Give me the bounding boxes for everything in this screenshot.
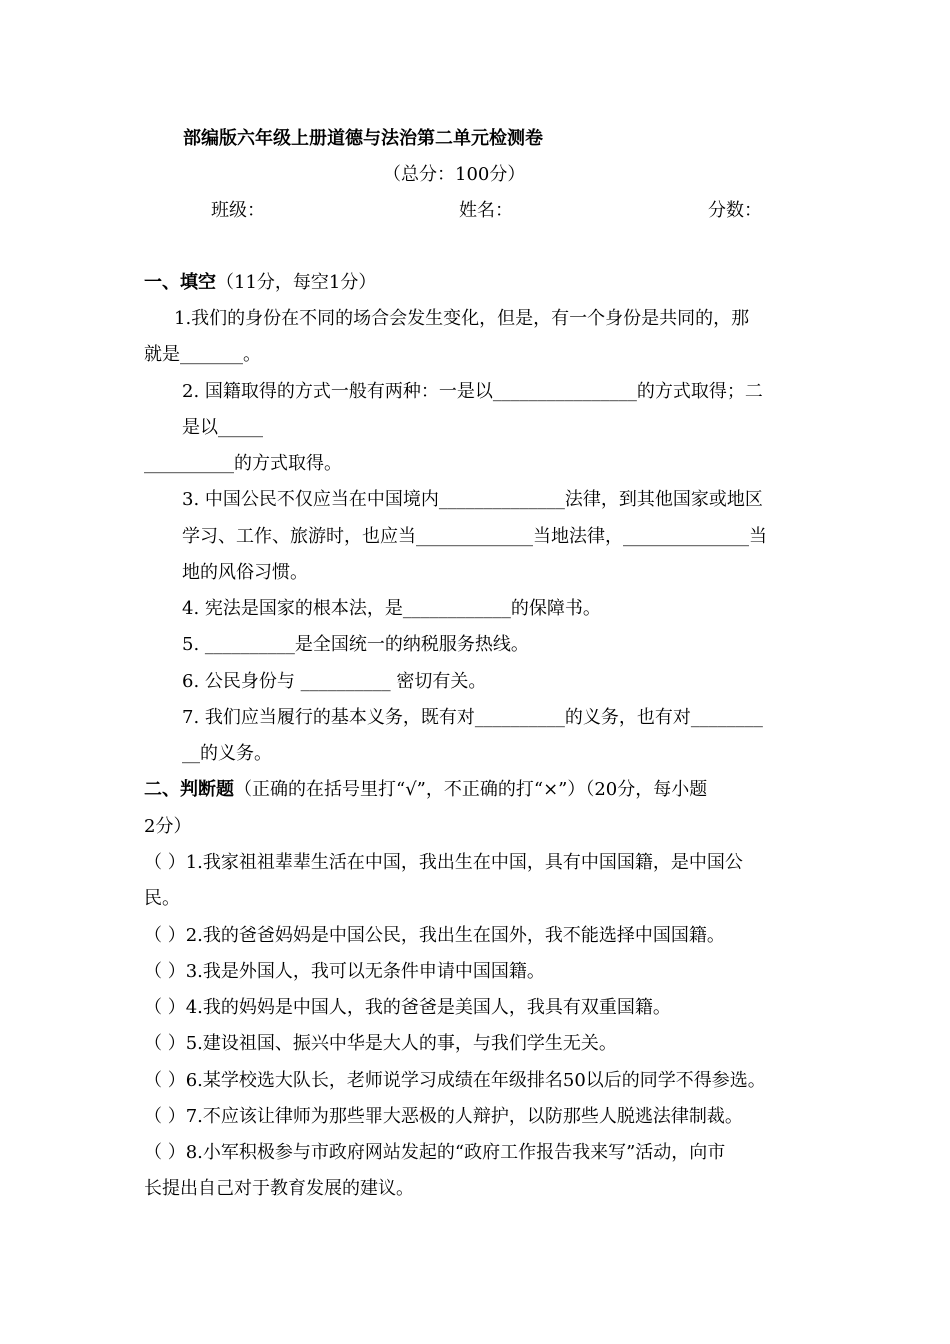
section2-note-line2: 2分） <box>144 816 192 837</box>
score-label: 分数： <box>708 200 762 221</box>
q2-line1: 2. 国籍取得的方式一般有两种：一是以________________的方式取得；二 <box>182 381 763 402</box>
section1-note: （11分，每空1分） <box>216 272 377 293</box>
q1-line1: 1.我们的身份在不同的场合会发生变化，但是，有一个身份是共同的，那 <box>174 308 750 329</box>
judgment-item: 长提出自己对于教育发展的建议。 <box>144 1178 414 1199</box>
judgment-item: （ ）3.我是外国人，我可以无条件申请中国国籍。 <box>144 961 545 982</box>
section2-note: （正确的在括号里打“√”，不正确的打“×”）（20分，每小题 <box>234 779 708 800</box>
q1-line2: 就是_______。 <box>144 344 261 365</box>
judgment-item: （ ）2.我的爸爸妈妈是中国公民，我出生在国外，我不能选择中国国籍。 <box>144 925 725 946</box>
section1-heading: 一、填空 <box>144 272 216 293</box>
q3-line1: 3. 中国公民不仅应当在中国境内______________法律，到其他国家或地区 <box>182 489 763 510</box>
section2-header <box>144 778 707 802</box>
q3-line3: 地的风俗习惯。 <box>182 562 308 583</box>
judgment-item: （ ）7.不应该让律师为那些罪大恶极的人辩护，以防那些人脱逃法律制裁。 <box>144 1106 743 1127</box>
class-label: 班级： <box>211 200 265 221</box>
section1-header <box>144 271 376 295</box>
judgment-item: （ ）5.建设祖国、振兴中华是大人的事，与我们学生无关。 <box>144 1033 617 1054</box>
judgment-item: （ ）1.我家祖祖辈辈生活在中国，我出生在中国，具有中国国籍，是中国公 <box>144 852 743 873</box>
section2-heading: 二、判断题 <box>144 779 234 800</box>
q5: 5. __________是全国统一的纳税服务热线。 <box>182 634 529 655</box>
judgment-item: （ ）8.小军积极参与市政府网站发起的“政府工作报告我来写”活动，向市 <box>144 1142 726 1163</box>
q6: 6. 公民身份与 __________ 密切有关。 <box>182 671 487 692</box>
exam-title: 部编版六年级上册道德与法治第二单元检测卷 <box>183 128 543 149</box>
judgment-item: （ ）4.我的妈妈是中国人，我的爸爸是美国人，我具有双重国籍。 <box>144 997 671 1018</box>
q4: 4. 宪法是国家的根本法，是____________的保障书。 <box>182 598 601 619</box>
q3-line2: 学习、工作、旅游时，也应当_____________当地法律，______________当 <box>182 526 767 547</box>
judgment-item: （ ）6.某学校选大队长，老师说学习成绩在年级排名50以后的同学不得参选。 <box>144 1070 766 1091</box>
q7-line2: __的义务。 <box>182 743 272 764</box>
judgment-item: 民。 <box>144 888 180 909</box>
total-score: （总分：100分） <box>383 164 526 185</box>
q2-line2: 是以_____ <box>182 417 263 438</box>
q2-line3: __________的方式取得。 <box>144 453 342 474</box>
name-label: 姓名： <box>459 200 513 221</box>
q7-line1: 7. 我们应当履行的基本义务，既有对__________的义务，也有对________ <box>182 707 763 728</box>
